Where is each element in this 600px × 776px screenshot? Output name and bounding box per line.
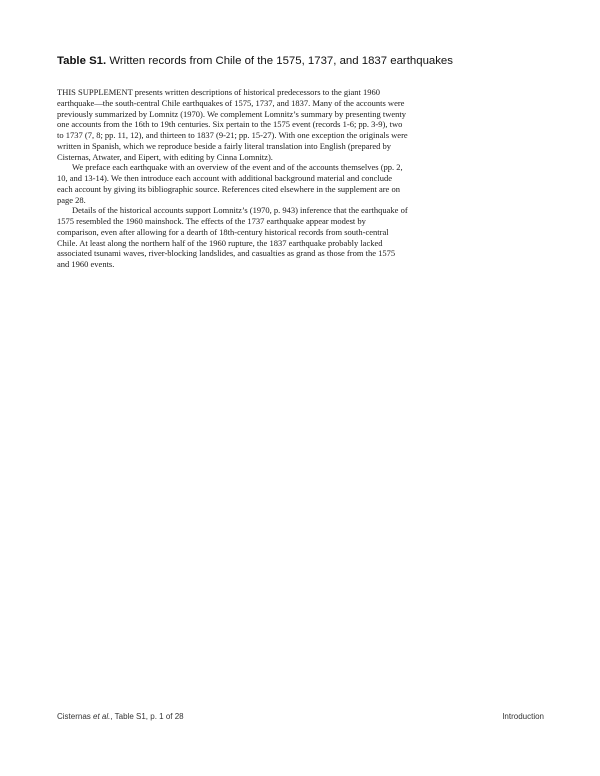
paragraph-2: We preface each earthquake with an overview of the event and of the accounts themselves (pp. 2, 10, and 13-14). We then introduce each account with additional background material and conclude each account by giving its bibliographic source. References cited elsewhere in the supplement are on page 28. bbox=[57, 162, 403, 205]
table-caption: Written records from Chile of the 1575, 1737, and 1837 earthquakes bbox=[109, 55, 453, 67]
footer-author: Cisternas bbox=[57, 712, 91, 721]
table-label: Table S1. bbox=[57, 55, 107, 67]
paragraph-1: THIS SUPPLEMENT presents written descriptions of historical predecessors to the giant 1960 earthquake—the south-central Chile earthquakes of 1575, 1737, and 1837. Many of the accounts were previously summarized by Lomnitz (1970). We complement Lomnitz’s summary by presenting twenty one accounts from the 16th to 19th centuries. Six pertain to the 1575 event (records 1-6; pp. 3-9), two to 1737 (7, 8; pp. 11, 12), and thirteen to 1837 (9-21; pp. 15-27). With one exception the originals were written in Spanish, which we reproduce beside a fairly literal translation into English (prepared by Cisternas, Atwater, and Eipert, with editing by Cinna Lomnitz). bbox=[57, 87, 408, 162]
footer-etal: et al. bbox=[93, 712, 111, 721]
footer-page-ref: , Table S1, p. 1 of 28 bbox=[110, 712, 184, 721]
paragraph-3: Details of the historical accounts support Lomnitz’s (1970, p. 943) inference that the earthquake of 1575 resembled the 1960 mainshock. The effects of the 1737 earthquake appear modest by comparison, even after allowing for a dearth of 18th-century historical records from south-central Chile. At least along the northern half of the 1960 rupture, the 1837 earthquake probably lacked associated tsunami waves, river-blocking landslides, and casualties as grand as those from the 1575 and 1960 events. bbox=[57, 205, 408, 269]
page-title bbox=[57, 55, 577, 67]
body-text bbox=[57, 87, 409, 270]
footer-section: Introduction bbox=[502, 712, 544, 721]
footer-citation bbox=[57, 712, 184, 721]
